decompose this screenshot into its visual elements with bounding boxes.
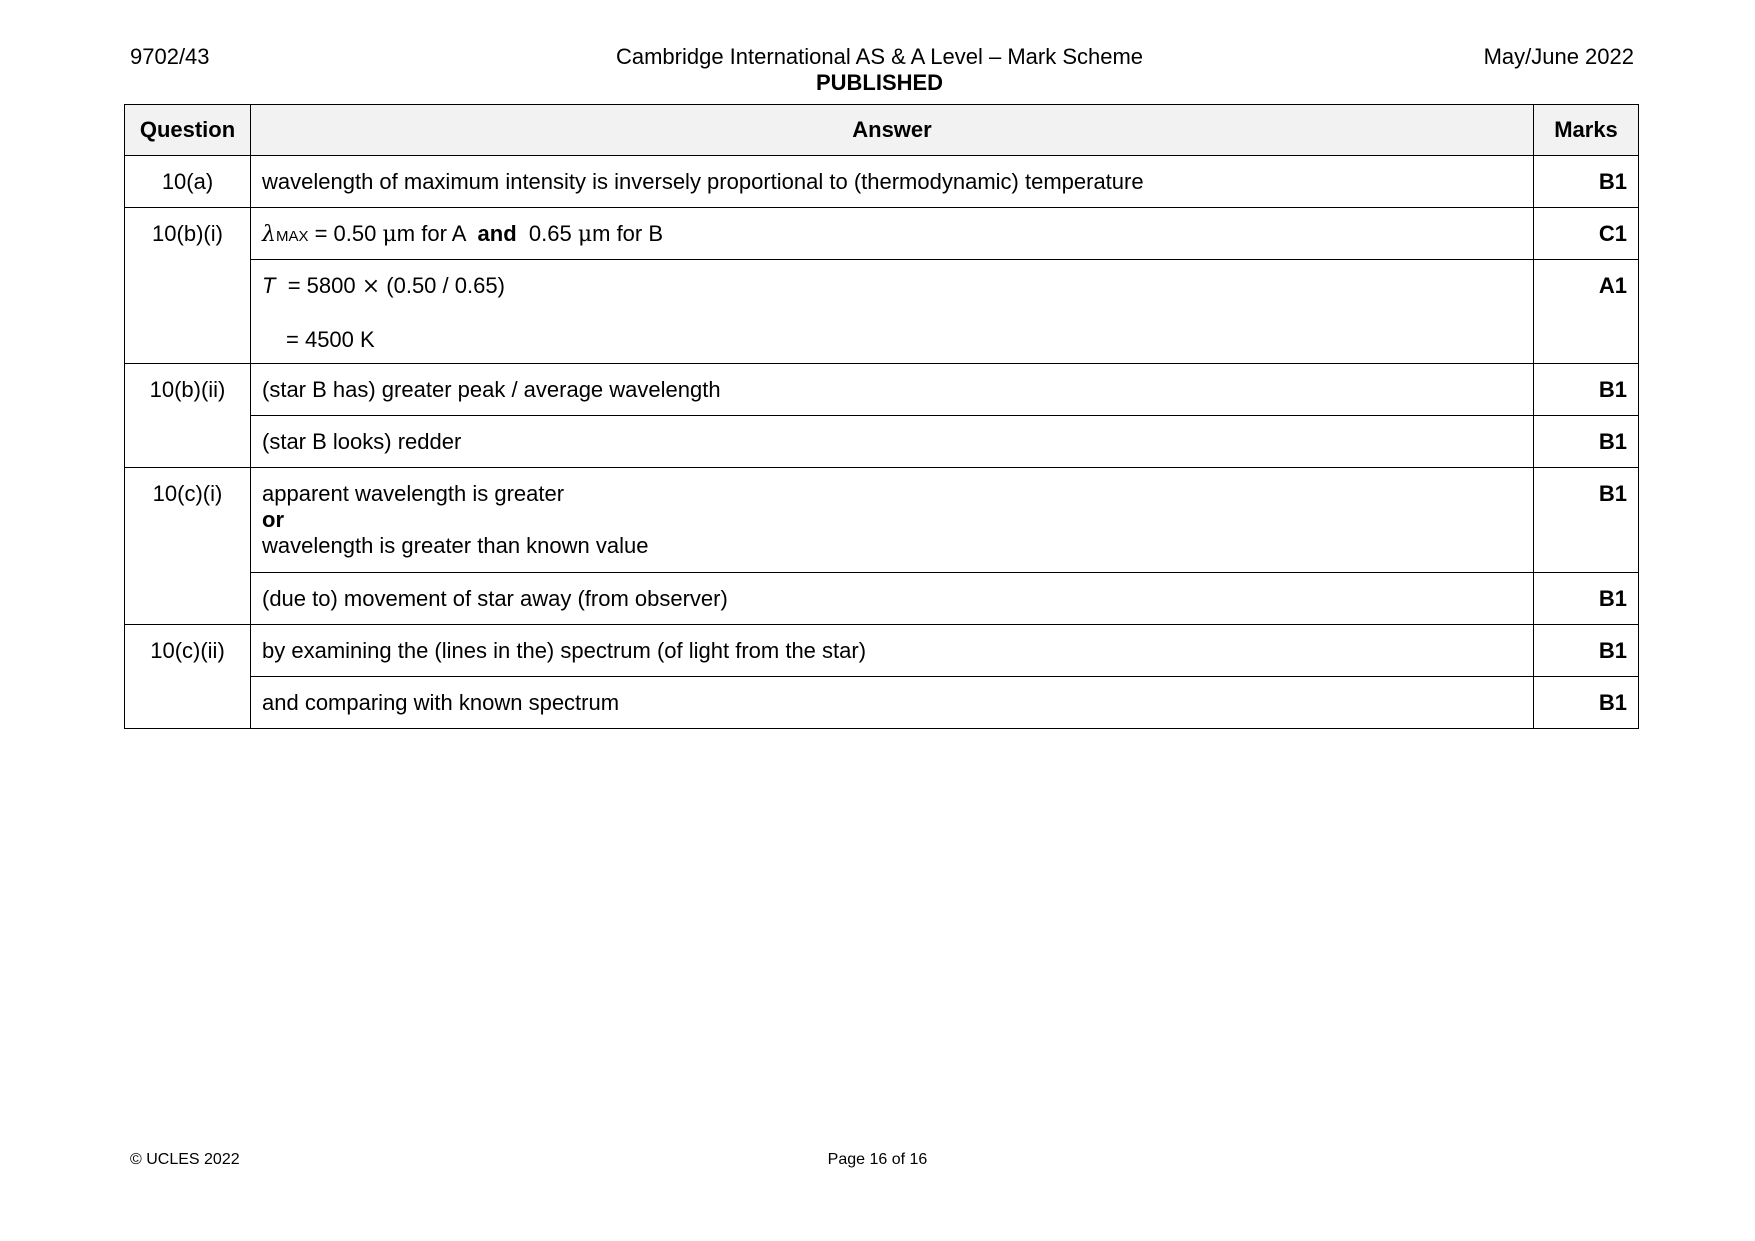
mark-cell: A1	[1534, 260, 1639, 364]
column-header-marks: Marks	[1534, 105, 1639, 156]
question-cell: 10(c)(ii)	[125, 625, 251, 729]
answer-text: = 5800	[281, 273, 362, 298]
mark-cell: B1	[1534, 573, 1639, 625]
question-cell: 10(b)(ii)	[125, 364, 251, 468]
answer-cell	[251, 208, 1534, 260]
table-row	[125, 625, 1639, 677]
times-symbol: ×	[361, 274, 381, 299]
lambda-subscript: MAX	[275, 228, 309, 245]
answer-cell: (star B looks) redder	[251, 416, 1534, 468]
answer-cell	[251, 468, 1534, 573]
title-text: Cambridge International AS & A Level – Mark Scheme	[615, 44, 1144, 69]
published-label: PUBLISHED	[815, 70, 944, 95]
table-row	[125, 260, 1639, 364]
table-row	[125, 573, 1639, 625]
temperature-symbol: T	[262, 273, 276, 298]
answer-text: (0.50 / 0.65)	[380, 273, 505, 298]
answer-cell: by examining the (lines in the) spectrum (of light from the star)	[251, 625, 1534, 677]
mark-cell: B1	[1534, 677, 1639, 729]
column-header-answer: Answer	[251, 105, 1534, 156]
table-header-row	[125, 105, 1639, 156]
answer-line: wavelength is greater than known value	[262, 533, 649, 558]
answer-cell	[251, 260, 1534, 364]
answer-line: apparent wavelength is greater	[262, 481, 565, 506]
table-row	[125, 208, 1639, 260]
copyright-notice: © UCLES 2022	[130, 1151, 240, 1168]
answer-cell: and comparing with known spectrum	[251, 677, 1534, 729]
answer-text: = 0.50	[308, 221, 383, 246]
and-keyword: and	[477, 221, 517, 246]
mark-cell: B1	[1534, 468, 1639, 573]
answer-text: 0.65	[522, 221, 578, 246]
page-number: Page 16 of 16	[827, 1151, 928, 1168]
question-cell: 10(c)(i)	[125, 468, 251, 625]
answer-cell: (star B has) greater peak / average wavelength	[251, 364, 1534, 416]
column-header-question: Question	[125, 105, 251, 156]
result-line: = 4500 K	[286, 327, 375, 352]
question-cell: 10(b)(i)	[125, 208, 251, 364]
table-row	[125, 468, 1639, 573]
mark-cell: B1	[1534, 416, 1639, 468]
answer-cell: wavelength of maximum intensity is inversely proportional to (thermodynamic) temperature	[251, 156, 1534, 208]
or-keyword: or	[262, 507, 284, 532]
answer-text: m for B	[592, 221, 664, 246]
mark-cell: C1	[1534, 208, 1639, 260]
mark-cell: B1	[1534, 625, 1639, 677]
lambda-symbol: λ	[262, 222, 276, 247]
table-row	[125, 677, 1639, 729]
question-cell: 10(a)	[125, 156, 251, 208]
micro-symbol: μ	[382, 222, 397, 247]
micro-symbol: μ	[577, 222, 593, 247]
mark-cell: B1	[1534, 364, 1639, 416]
equation-line	[262, 273, 1522, 300]
paper-code: 9702/43	[130, 44, 210, 69]
table-row	[125, 156, 1639, 208]
mark-cell: B1	[1534, 156, 1639, 208]
mark-scheme-table	[124, 104, 1639, 729]
exam-session: May/June 2022	[1483, 44, 1634, 69]
answer-cell: (due to) movement of star away (from observer)	[251, 573, 1534, 625]
table-row	[125, 364, 1639, 416]
table-row	[125, 416, 1639, 468]
answer-text: m for A	[396, 221, 472, 246]
